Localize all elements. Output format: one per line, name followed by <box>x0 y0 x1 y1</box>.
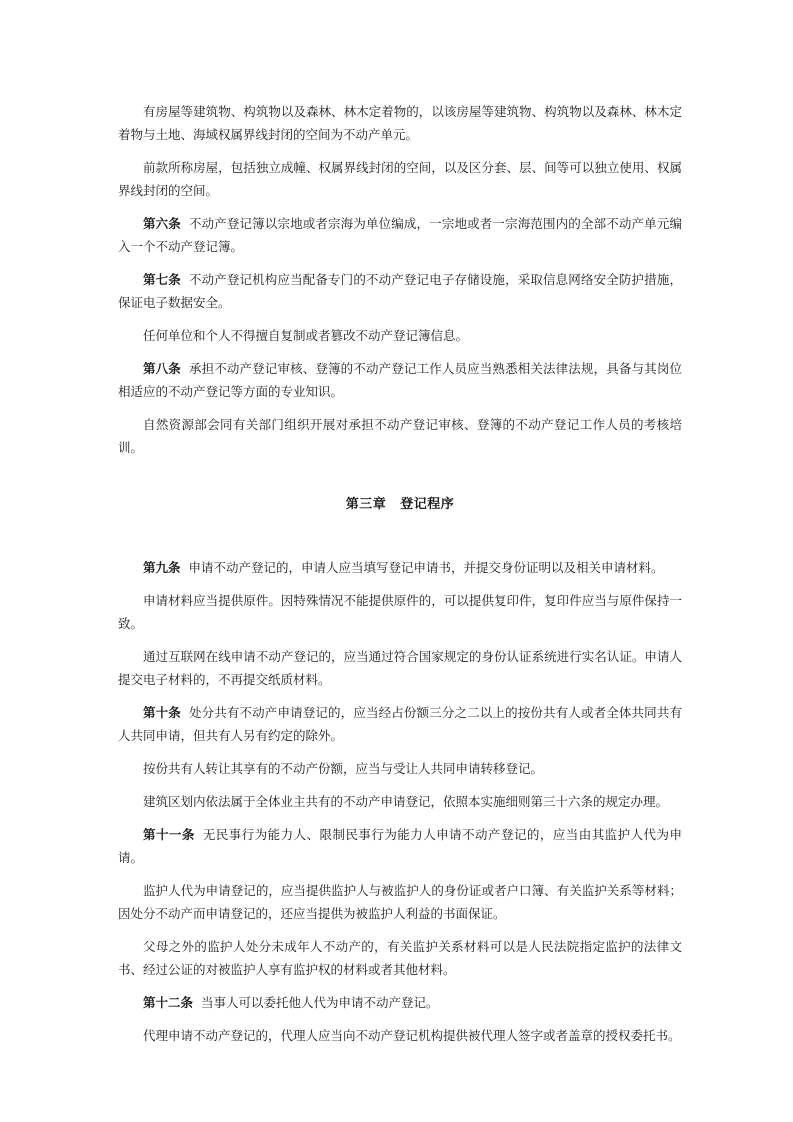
article-number: 第九条 <box>143 560 181 575</box>
paragraph: 前款所称房屋，包括独立成幢、权属界线封闭的空间，以及区分套、层、间等可以独立使用、权属界线封闭的空间。 <box>118 160 682 198</box>
paragraph: 父母之外的监护人处分未成年人不动产的，有关监护关系材料可以是人民法院指定监护的法律文书、经过公证的对被监护人享有监护权的材料或者其他材料。 <box>118 939 682 977</box>
chapter-heading <box>118 493 682 516</box>
chapter-title: 登记程序 <box>400 497 455 512</box>
paragraph: 建筑区划内依法属于全体业主共有的不动产申请登记，依照本实施细则第三十六条的规定办理。 <box>143 794 669 809</box>
article-6: 第六条 不动产登记簿以宗地或者宗海为单位编成，一宗地或者一宗海范围内的全部不动产单元编入一个不动产登记簿。 <box>118 216 682 254</box>
article-9: 第九条 申请不动产登记的，申请人应当填写登记申请书，并提交身份证明以及相关申请材料。 <box>143 560 664 575</box>
paragraph: 自然资源部会同有关部门组织开展对承担不动产登记审核、登簿的不动产登记工作人员的考核培训。 <box>118 417 682 455</box>
article-number: 第十条 <box>143 705 181 720</box>
article-number: 第八条 <box>143 361 181 376</box>
article-8: 第八条 承担不动产登记审核、登簿的不动产登记工作人员应当熟悉相关法律法规，具备与其岗位相适应的不动产登记等方面的专业知识。 <box>118 361 682 399</box>
paragraph: 按份共有人转让其享有的不动产份额，应当与受让人共同申请转移登记。 <box>143 761 544 776</box>
document-body <box>118 100 682 1057</box>
article-12: 第十二条 当事人可以委托他人代为申请不动产登记。 <box>143 995 439 1010</box>
article-11: 第十一条 无民事行为能力人、限制民事行为能力人申请不动产登记的，应当由其监护人代为申请。 <box>118 827 682 865</box>
article-number: 第十一条 <box>143 827 195 842</box>
article-10: 第十条 处分共有不动产申请登记的，应当经占份额三分之二以上的按份共有人或者全体共同共有人共同申请，但共有人另有约定的除外。 <box>118 705 682 743</box>
article-number: 第六条 <box>143 216 181 231</box>
article-7: 第七条 不动产登记机构应当配备专门的不动产登记电子存储设施，采取信息网络安全防护措施，保证电子数据安全。 <box>118 272 682 310</box>
article-number: 第七条 <box>143 272 181 287</box>
paragraph: 代理申请不动产登记的，代理人应当向不动产登记机构提供被代理人签字或者盖章的授权委托书。 <box>143 1028 681 1043</box>
chapter-number: 第三章 <box>345 497 387 512</box>
paragraph: 通过互联网在线申请不动产登记的，应当通过符合国家规定的身份认证系统进行实名认证。申请人提交电子材料的，不再提交纸质材料。 <box>118 649 682 687</box>
article-number: 第十二条 <box>143 995 194 1010</box>
paragraph: 监护人代为申请登记的，应当提供监护人与被监护人的身份证或者户口簿、有关监护关系等材料；因处分不动产而申请登记的，还应当提供为被监护人利益的书面保证。 <box>118 883 682 921</box>
paragraph: 申请材料应当提供原件。因特殊情况不能提供原件的，可以提供复印件，复印件应当与原件保持一致。 <box>118 593 682 631</box>
paragraph: 任何单位和个人不得擅自复制或者篡改不动产登记簿信息。 <box>143 328 469 343</box>
paragraph: 有房屋等建筑物、构筑物以及森林、林木定着物的，以该房屋等建筑物、构筑物以及森林、林木定着物与土地、海域权属界线封闭的空间为不动产单元。 <box>118 104 682 142</box>
